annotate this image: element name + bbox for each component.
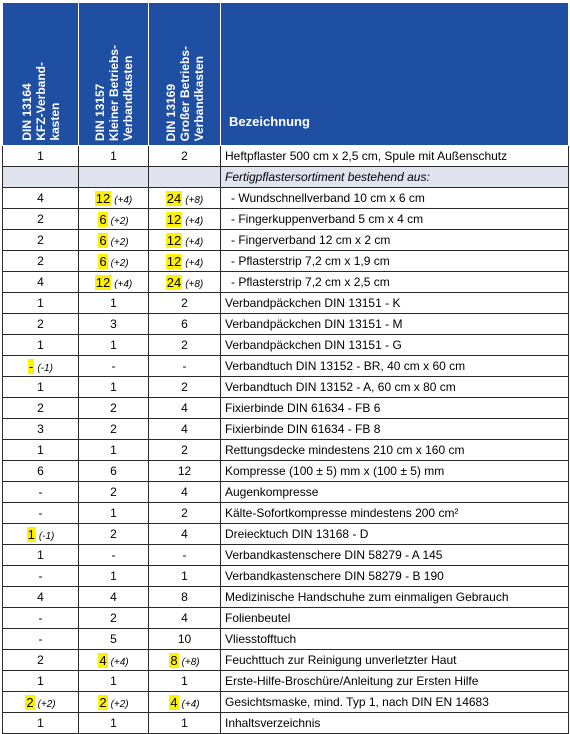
cell-value: 4 <box>181 527 188 541</box>
cell-value: 1 <box>37 296 44 310</box>
table-row <box>3 629 569 650</box>
item-description: Erste-Hilfe-Broschüre/Anleitung zur Ersten Hilfe <box>221 671 569 692</box>
cell-value: - <box>29 358 34 374</box>
cell-value: 2 <box>181 149 188 163</box>
cell-c1 <box>3 167 79 188</box>
cell-value: 6 <box>99 232 107 248</box>
cell-c1 <box>3 356 79 377</box>
cell-c3 <box>149 629 221 650</box>
cell-c2 <box>79 167 149 188</box>
cell-value: 4 <box>37 275 44 289</box>
header-bezeichnung: Bezeichnung <box>221 3 569 146</box>
cell-value: 6 <box>99 253 107 269</box>
table-row <box>3 482 569 503</box>
cell-c3 <box>149 293 221 314</box>
cell-value: 1 <box>37 380 44 394</box>
cell-value: 2 <box>37 317 44 331</box>
cell-c2 <box>79 251 149 272</box>
cell-c2 <box>79 524 149 545</box>
cell-value: 1 <box>181 716 188 730</box>
cell-value: 1 <box>110 569 117 583</box>
item-description: Dreiecktuch DIN 13168 - D <box>221 524 569 545</box>
cell-c2 <box>79 230 149 251</box>
cell-c3 <box>149 419 221 440</box>
cell-c1 <box>3 608 79 629</box>
cell-c3 <box>149 482 221 503</box>
cell-value: 1 <box>110 338 117 352</box>
cell-value: 6 <box>110 464 117 478</box>
change-note: (+2) <box>110 698 129 710</box>
cell-value: 4 <box>110 590 117 604</box>
change-note: (+4) <box>114 194 133 206</box>
cell-value: 6 <box>37 464 44 478</box>
cell-value: 1 <box>110 149 117 163</box>
cell-value: 2 <box>181 296 188 310</box>
cell-value: - <box>38 611 43 625</box>
cell-c1 <box>3 230 79 251</box>
cell-c2 <box>79 314 149 335</box>
cell-value: 1 <box>110 296 117 310</box>
cell-value: - <box>38 485 43 499</box>
cell-c2 <box>79 272 149 293</box>
cell-value: 2 <box>37 233 44 247</box>
cell-value: 2 <box>37 653 44 667</box>
cell-c1 <box>3 146 79 167</box>
item-description: Verbandkastenschere DIN 58279 - B 190 <box>221 566 569 587</box>
change-note: (+2) <box>110 257 129 269</box>
cell-c2 <box>79 461 149 482</box>
cell-c3 <box>149 545 221 566</box>
table-row <box>3 251 569 272</box>
cell-value: 1 <box>181 674 188 688</box>
change-note: (-1) <box>37 362 53 374</box>
header-din-13169: DIN 13169 Großer Betriebs- Verbandkasten <box>149 3 221 146</box>
cell-value: 1 <box>37 443 44 457</box>
cell-c3 <box>149 209 221 230</box>
table-row <box>3 587 569 608</box>
cell-value: 8 <box>170 652 178 668</box>
cell-c3 <box>149 335 221 356</box>
table-row <box>3 356 569 377</box>
cell-c2 <box>79 629 149 650</box>
item-description: Vliesstofftuch <box>221 629 569 650</box>
cell-value: 2 <box>37 401 44 415</box>
cell-value: 4 <box>181 611 188 625</box>
table-row <box>3 272 569 293</box>
item-description: Rettungsdecke mindestens 210 cm x 160 cm <box>221 440 569 461</box>
cell-value: - <box>38 506 43 520</box>
change-note: (-1) <box>38 530 55 542</box>
cell-c2 <box>79 650 149 671</box>
cell-value: 10 <box>177 632 192 646</box>
cell-c1 <box>3 440 79 461</box>
item-description: Inhaltsverzeichnis <box>221 713 569 734</box>
cell-value: 1 <box>110 443 117 457</box>
cell-c3 <box>149 440 221 461</box>
cell-c1 <box>3 545 79 566</box>
cell-value: 12 <box>166 211 182 227</box>
cell-c1 <box>3 524 79 545</box>
cell-c2 <box>79 587 149 608</box>
cell-c1 <box>3 188 79 209</box>
item-description: - Pflasterstrip 7,2 cm x 1,9 cm <box>221 251 569 272</box>
cell-value: 1 <box>37 338 44 352</box>
item-description: Verbandkastenschere DIN 58279 - A 145 <box>221 545 569 566</box>
change-note: (+8) <box>181 656 200 668</box>
cell-c3 <box>149 692 221 713</box>
cell-c1 <box>3 419 79 440</box>
cell-c1 <box>3 650 79 671</box>
cell-value: 4 <box>37 191 44 205</box>
header-din-13157: DIN 13157 Kleiner Betriebs- Verbandkasten <box>79 3 149 146</box>
cell-value: 2 <box>37 254 44 268</box>
cell-value: 1 <box>110 380 117 394</box>
cell-c1 <box>3 671 79 692</box>
table-row <box>3 608 569 629</box>
cell-c2 <box>79 146 149 167</box>
cell-value: 12 <box>95 190 111 206</box>
cell-c2 <box>79 377 149 398</box>
cell-c3 <box>149 503 221 524</box>
change-note: (+8) <box>185 194 204 206</box>
table-row <box>3 713 569 734</box>
cell-value: 2 <box>181 443 188 457</box>
cell-c3 <box>149 713 221 734</box>
item-description: Kälte-Sofortkompresse mindestens 200 cm² <box>221 503 569 524</box>
item-description: - Wundschnellverband 10 cm x 6 cm <box>221 188 569 209</box>
cell-value: 1 <box>37 149 44 163</box>
cell-value: 24 <box>166 190 182 206</box>
change-note: (+4) <box>185 257 204 269</box>
cell-c2 <box>79 209 149 230</box>
cell-value: 4 <box>37 590 44 604</box>
cell-c1 <box>3 293 79 314</box>
item-description: - Fingerkuppenverband 5 cm x 4 cm <box>221 209 569 230</box>
cell-c1 <box>3 629 79 650</box>
change-note: (+4) <box>185 215 204 227</box>
cell-value: 4 <box>170 694 178 710</box>
item-description: Feuchttuch zur Reinigung unverletzter Haut <box>221 650 569 671</box>
cell-value: - <box>182 359 187 373</box>
change-note: (+4) <box>110 656 129 668</box>
item-description: Heftpflaster 500 cm x 2,5 cm, Spule mit Außenschutz <box>221 146 569 167</box>
cell-c2 <box>79 419 149 440</box>
cell-c1 <box>3 713 79 734</box>
cell-value: 2 <box>26 694 34 710</box>
cell-c1 <box>3 482 79 503</box>
header-din-13164: DIN 13164 KFZ-Verband- kasten <box>3 3 79 146</box>
cell-value: - <box>111 359 116 373</box>
item-description: Verbandpäckchen DIN 13151 - K <box>221 293 569 314</box>
item-description: Fixierbinde DIN 61634 - FB 6 <box>221 398 569 419</box>
table-row <box>3 398 569 419</box>
cell-c3 <box>149 272 221 293</box>
change-note: (+2) <box>37 698 56 710</box>
cell-value: 12 <box>166 232 182 248</box>
cell-c2 <box>79 692 149 713</box>
table-row <box>3 671 569 692</box>
item-description: - Fingerverband 12 cm x 2 cm <box>221 230 569 251</box>
table-row <box>3 524 569 545</box>
cell-c2 <box>79 503 149 524</box>
cell-c2 <box>79 188 149 209</box>
cell-value: 1 <box>37 716 44 730</box>
table-row <box>3 188 569 209</box>
cell-value: 4 <box>181 485 188 499</box>
cell-c2 <box>79 482 149 503</box>
cell-c3 <box>149 146 221 167</box>
cell-c1 <box>3 566 79 587</box>
cell-value: 2 <box>37 212 44 226</box>
table-row <box>3 167 569 188</box>
table-row <box>3 650 569 671</box>
table-row <box>3 377 569 398</box>
cell-value: 1 <box>110 716 117 730</box>
cell-value: 6 <box>181 317 188 331</box>
cell-c3 <box>149 671 221 692</box>
cell-c1 <box>3 314 79 335</box>
cell-c1 <box>3 587 79 608</box>
cell-value: 2 <box>181 338 188 352</box>
table-row <box>3 419 569 440</box>
cell-value: 1 <box>37 674 44 688</box>
first-aid-kit-contents-table <box>2 2 569 734</box>
cell-value: 1 <box>27 526 35 542</box>
cell-value: 24 <box>166 274 182 290</box>
table-row <box>3 146 569 167</box>
cell-c3 <box>149 461 221 482</box>
table-row <box>3 503 569 524</box>
cell-c3 <box>149 230 221 251</box>
cell-value: 2 <box>99 694 107 710</box>
table-row <box>3 209 569 230</box>
cell-c2 <box>79 356 149 377</box>
cell-value: 1 <box>37 548 44 562</box>
cell-value: - <box>111 548 116 562</box>
item-description: Kompresse (100 ± 5) mm x (100 ± 5) mm <box>221 461 569 482</box>
cell-value: 5 <box>110 632 117 646</box>
cell-value: 12 <box>177 464 192 478</box>
cell-value: 2 <box>110 485 117 499</box>
cell-value: 6 <box>99 211 107 227</box>
cell-value: 2 <box>110 527 117 541</box>
cell-c1 <box>3 503 79 524</box>
cell-value: 4 <box>99 652 107 668</box>
cell-c2 <box>79 713 149 734</box>
cell-c2 <box>79 293 149 314</box>
cell-c3 <box>149 356 221 377</box>
cell-value: 12 <box>95 274 111 290</box>
table-row <box>3 566 569 587</box>
table-body <box>3 146 569 734</box>
cell-value: 2 <box>110 401 117 415</box>
cell-value: 1 <box>110 674 117 688</box>
cell-value: 12 <box>166 253 182 269</box>
cell-c3 <box>149 167 221 188</box>
item-description: Gesichtsmaske, mind. Typ 1, nach DIN EN 14683 <box>221 692 569 713</box>
cell-value: 1 <box>110 506 117 520</box>
cell-c2 <box>79 566 149 587</box>
cell-c3 <box>149 251 221 272</box>
table-row <box>3 440 569 461</box>
cell-c1 <box>3 461 79 482</box>
item-description: Verbandpäckchen DIN 13151 - G <box>221 335 569 356</box>
item-description: - Pflasterstrip 7,2 cm x 2,5 cm <box>221 272 569 293</box>
cell-value: 4 <box>181 401 188 415</box>
change-note: (+4) <box>181 698 200 710</box>
cell-c3 <box>149 587 221 608</box>
cell-value: 4 <box>181 422 188 436</box>
cell-c2 <box>79 398 149 419</box>
item-description: Verbandpäckchen DIN 13151 - M <box>221 314 569 335</box>
change-note: (+8) <box>185 278 204 290</box>
cell-c3 <box>149 608 221 629</box>
table-row <box>3 335 569 356</box>
cell-c2 <box>79 545 149 566</box>
header-row <box>3 3 569 146</box>
cell-c3 <box>149 188 221 209</box>
cell-c1 <box>3 272 79 293</box>
cell-value: 2 <box>110 611 117 625</box>
cell-c3 <box>149 524 221 545</box>
cell-c2 <box>79 608 149 629</box>
cell-c2 <box>79 335 149 356</box>
cell-value: - <box>38 569 43 583</box>
table-row <box>3 692 569 713</box>
item-description: Verbandtuch DIN 13152 - A, 60 cm x 80 cm <box>221 377 569 398</box>
cell-value: 1 <box>181 569 188 583</box>
table-row <box>3 461 569 482</box>
cell-value: 2 <box>181 380 188 394</box>
item-description: Fixierbinde DIN 61634 - FB 8 <box>221 419 569 440</box>
change-note: (+4) <box>185 236 204 248</box>
cell-value: - <box>182 548 187 562</box>
cell-c2 <box>79 440 149 461</box>
table-row <box>3 314 569 335</box>
change-note: (+2) <box>110 236 129 248</box>
table-row <box>3 230 569 251</box>
item-description: Verbandtuch DIN 13152 - BR, 40 cm x 60 cm <box>221 356 569 377</box>
cell-value: 3 <box>110 317 117 331</box>
cell-value: - <box>38 632 43 646</box>
item-description: Medizinische Handschuhe zum einmaligen Gebrauch <box>221 587 569 608</box>
cell-c1 <box>3 377 79 398</box>
cell-value: 8 <box>181 590 188 604</box>
cell-c1 <box>3 209 79 230</box>
item-description: Fertigpflastersortiment bestehend aus: <box>221 167 569 188</box>
cell-c1 <box>3 398 79 419</box>
cell-value: 2 <box>181 506 188 520</box>
cell-c3 <box>149 650 221 671</box>
cell-c3 <box>149 398 221 419</box>
cell-value: 3 <box>37 422 44 436</box>
cell-value: 2 <box>110 422 117 436</box>
change-note: (+4) <box>114 278 133 290</box>
table-row <box>3 545 569 566</box>
cell-c2 <box>79 671 149 692</box>
cell-c1 <box>3 335 79 356</box>
item-description: Augenkompresse <box>221 482 569 503</box>
table-row <box>3 293 569 314</box>
cell-c3 <box>149 314 221 335</box>
cell-c3 <box>149 377 221 398</box>
cell-c3 <box>149 566 221 587</box>
item-description: Folienbeutel <box>221 608 569 629</box>
cell-c1 <box>3 692 79 713</box>
cell-c1 <box>3 251 79 272</box>
change-note: (+2) <box>110 215 129 227</box>
